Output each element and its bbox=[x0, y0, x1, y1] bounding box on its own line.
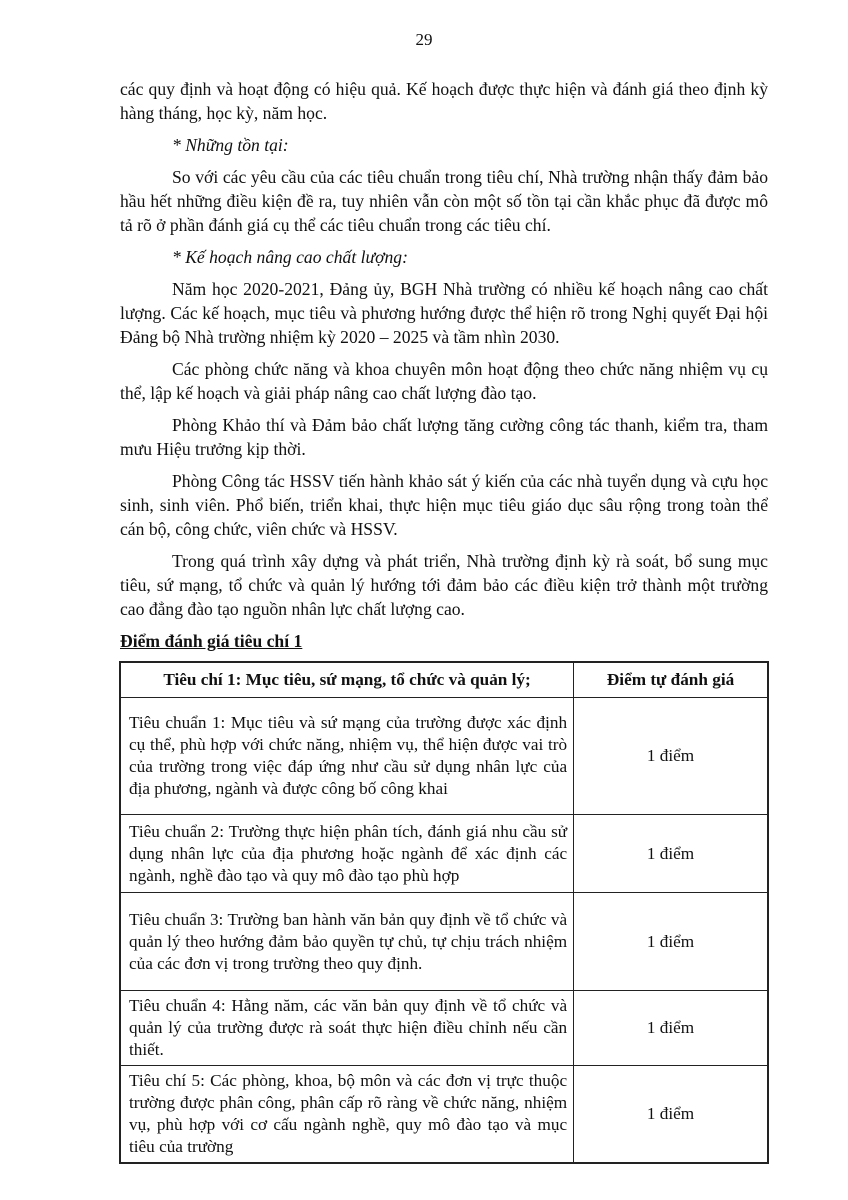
standard-description: Tiêu chí 5: Các phòng, khoa, bộ môn và các đơn vị trực thuộc trường được phân công, phân cấp rõ ràng về chức năng, nhiệm vụ, phù hợp với cơ cấu ngành nghề, quy mô đào tạo và mục tiêu của trường bbox=[120, 1066, 574, 1164]
table-row bbox=[120, 893, 768, 991]
standard-score: 1 điểm bbox=[574, 815, 768, 893]
paragraph-plan-1: Năm học 2020-2021, Đảng ủy, BGH Nhà trường có nhiều kế hoạch nâng cao chất lượng. Các kế hoạch, mục tiêu và phương hướng được thể hiện rõ trong Nghị quyết Đại hội Đảng bộ Nhà trường nhiệm kỳ 2020 – 2025 và tầm nhìn 2030. bbox=[120, 279, 768, 347]
paragraph-shortcomings: So với các yêu cầu của các tiêu chuẩn trong tiêu chí, Nhà trường nhận thấy đảm bảo hầu hết những điều kiện đề ra, tuy nhiên vẫn còn một số tồn tại cần khắc phục đã được mô tả rõ ở phần đánh giá cụ thể các tiêu chuẩn trong các tiêu chí. bbox=[120, 167, 768, 235]
header-criterion: Tiêu chí 1: Mục tiêu, sứ mạng, tổ chức và quản lý; bbox=[120, 662, 574, 698]
standard-score: 1 điểm bbox=[574, 698, 768, 815]
paragraph-plan-4: Phòng Công tác HSSV tiến hành khảo sát ý kiến của các nhà tuyển dụng và cựu học sinh, sinh viên. Phổ biến, triển khai, thực hiện mục tiêu giáo dục sâu rộng trong toàn thể cán bộ, công chức, viên chức và HSSV. bbox=[120, 471, 768, 539]
standard-score: 1 điểm bbox=[574, 1066, 768, 1164]
heading-shortcomings: * Những tồn tại: bbox=[172, 135, 289, 155]
paragraph-plan-2: Các phòng chức năng và khoa chuyên môn hoạt động theo chức năng nhiệm vụ cụ thể, lập kế hoạch và giải pháp nâng cao chất lượng đào tạo. bbox=[120, 359, 768, 403]
standard-description: Tiêu chuẩn 2: Trường thực hiện phân tích, đánh giá nhu cầu sử dụng nhân lực của địa phương hoặc ngành để xác định các ngành, nghề đào tạo và quy mô đào tạo phù hợp bbox=[120, 815, 574, 893]
table-row bbox=[120, 698, 768, 815]
section-title: Điểm đánh giá tiêu chí 1 bbox=[120, 631, 303, 651]
table-row bbox=[120, 1066, 768, 1164]
document-body bbox=[120, 77, 768, 1164]
page-number: 29 bbox=[415, 30, 433, 49]
criteria-score-table bbox=[119, 661, 769, 1164]
heading-quality-plan: * Kế hoạch nâng cao chất lượng: bbox=[172, 247, 408, 267]
paragraph-plan-5: Trong quá trình xây dựng và phát triển, Nhà trường định kỳ rà soát, bổ sung mục tiêu, sứ mạng, tổ chức và quản lý hướng tới đảm bảo các điều kiện trở thành một trường cao đẳng đào tạo nguồn nhân lực chất lượng cao. bbox=[120, 551, 768, 619]
standard-description: Tiêu chuẩn 3: Trường ban hành văn bản quy định về tổ chức và quản lý theo hướng đảm bảo quyền tự chủ, tự chịu trách nhiệm của các đơn vị trong trường theo quy định. bbox=[120, 893, 574, 991]
table-row bbox=[120, 991, 768, 1066]
standard-score: 1 điểm bbox=[574, 991, 768, 1066]
standard-score: 1 điểm bbox=[574, 893, 768, 991]
table-header-row bbox=[120, 662, 768, 698]
header-score: Điểm tự đánh giá bbox=[574, 662, 768, 698]
table-row bbox=[120, 815, 768, 893]
standard-description: Tiêu chuẩn 1: Mục tiêu và sứ mạng của trường được xác định cụ thể, phù hợp với chức năng, nhiệm vụ, thể hiện được vai trò của trường trong việc đáp ứng như cầu sử dụng nhân lực của địa phương, ngành và được công bố công khai bbox=[120, 698, 574, 815]
standard-description: Tiêu chuẩn 4: Hằng năm, các văn bản quy định về tổ chức và quản lý của trường được rà soát thực hiện điều chỉnh nếu cần thiết. bbox=[120, 991, 574, 1066]
paragraph-continuation: các quy định và hoạt động có hiệu quả. Kế hoạch được thực hiện và đánh giá theo định kỳ hàng tháng, học kỳ, năm học. bbox=[120, 79, 768, 123]
paragraph-plan-3: Phòng Khảo thí và Đảm bảo chất lượng tăng cường công tác thanh, kiểm tra, tham mưu Hiệu trưởng kịp thời. bbox=[120, 415, 768, 459]
